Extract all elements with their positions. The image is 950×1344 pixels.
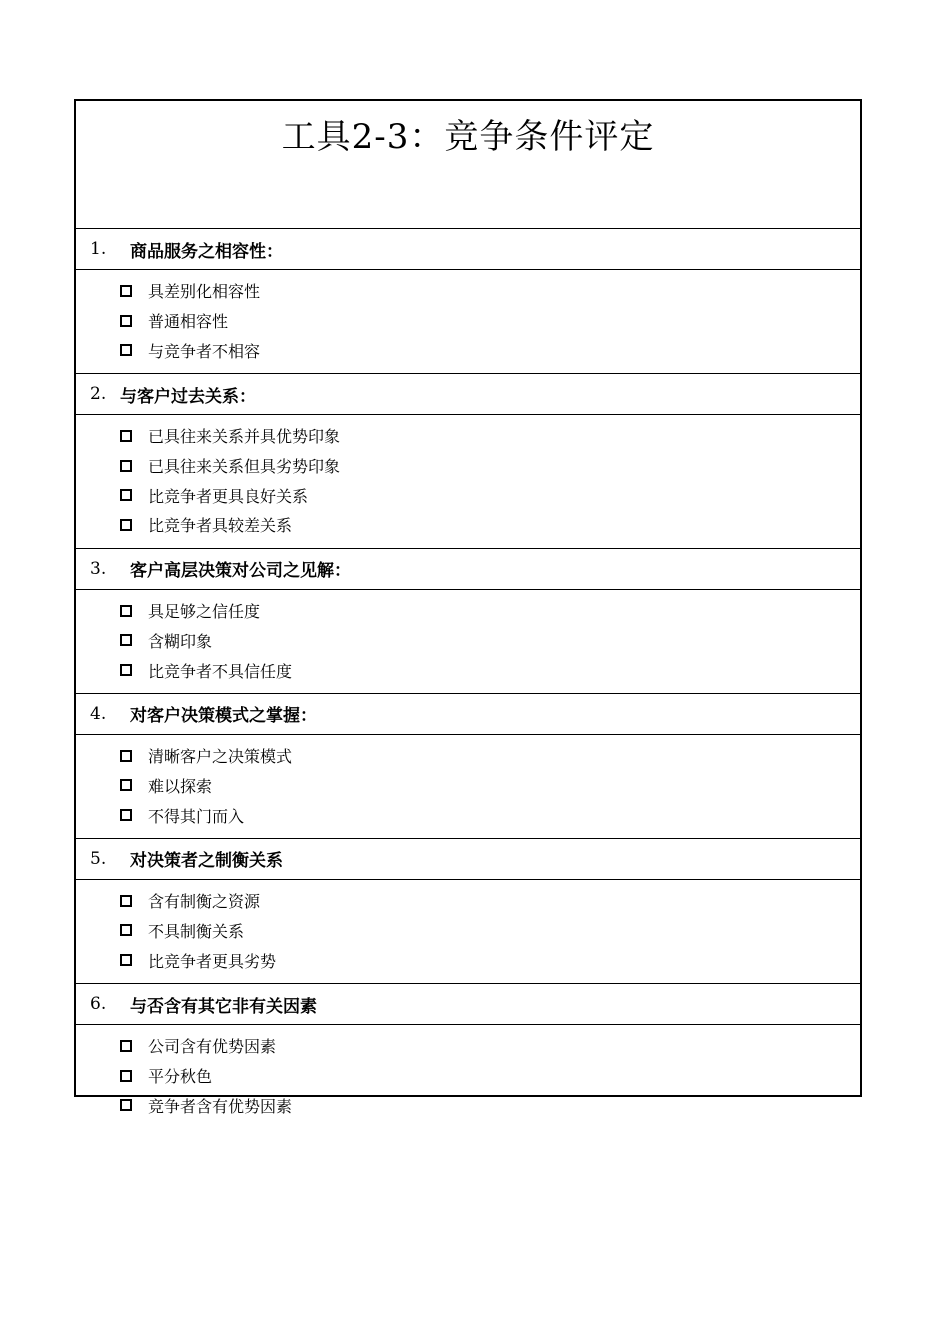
checkbox[interactable] <box>120 924 132 936</box>
section-heading: 客户高层决策对公司之见解： <box>130 561 351 582</box>
section-heading: 商品服务之相容性： <box>130 241 283 262</box>
checkbox[interactable] <box>120 954 132 966</box>
option-label: 含有制衡之资源 <box>148 892 261 912</box>
section-header-5 <box>76 839 860 880</box>
section-header-1 <box>76 229 860 270</box>
option-item <box>120 421 860 451</box>
option-label: 比竞争者更具劣势 <box>148 951 277 971</box>
checkbox[interactable] <box>120 664 132 676</box>
option-item <box>120 626 860 656</box>
option-label: 平分秋色 <box>148 1067 213 1087</box>
option-label: 含糊印象 <box>148 631 213 651</box>
option-label: 与竞争者不相容 <box>148 341 261 361</box>
checkbox[interactable] <box>120 430 132 442</box>
section-heading: 对决策者之制衡关系 <box>130 851 283 872</box>
section-options-3 <box>76 590 860 694</box>
option-item <box>120 886 860 916</box>
section-header-6 <box>76 984 860 1025</box>
form-title: 工具2-3：竞争条件评定 <box>281 117 655 157</box>
checkbox[interactable] <box>120 1070 132 1082</box>
checkbox[interactable] <box>120 1099 132 1111</box>
option-label: 具足够之信任度 <box>148 602 261 622</box>
checkbox[interactable] <box>120 809 132 821</box>
option-item <box>120 1031 860 1061</box>
option-item <box>120 335 860 365</box>
section-number: 3. <box>90 558 107 579</box>
section-number: 1. <box>90 239 107 259</box>
evaluation-form <box>74 99 862 1116</box>
checkbox[interactable] <box>120 519 132 531</box>
option-item <box>120 451 860 481</box>
checkbox[interactable] <box>120 750 132 762</box>
title-area <box>76 101 860 229</box>
checkbox[interactable] <box>120 285 132 297</box>
checkbox[interactable] <box>120 1040 132 1052</box>
option-label: 比竞争者更具良好关系 <box>148 486 309 506</box>
option-item <box>120 306 860 336</box>
section-options-2 <box>76 415 860 549</box>
section-heading: 与否含有其它非有关因素 <box>130 996 317 1017</box>
section-heading: 与客户过去关系： <box>120 386 256 407</box>
section-heading: 对客户决策模式之掌握： <box>130 706 317 727</box>
checkbox[interactable] <box>120 315 132 327</box>
option-label: 竞争者含有优势因素 <box>148 1096 293 1116</box>
option-item <box>120 510 860 540</box>
section-number: 4. <box>90 703 107 724</box>
checkbox[interactable] <box>120 634 132 646</box>
section-header-4 <box>76 694 860 735</box>
option-label: 已具往来关系但具劣势印象 <box>148 457 341 477</box>
option-item <box>120 276 860 306</box>
checkbox[interactable] <box>120 460 132 472</box>
option-label: 比竞争者不具信任度 <box>148 661 293 681</box>
option-label: 公司含有优势因素 <box>148 1037 277 1057</box>
section-number: 5. <box>90 848 107 869</box>
option-item <box>120 945 860 975</box>
section-number: 6. <box>90 994 107 1014</box>
option-item <box>120 916 860 946</box>
checkbox[interactable] <box>120 344 132 356</box>
checkbox[interactable] <box>120 489 132 501</box>
section-options-6 <box>76 1025 860 1128</box>
option-label: 普通相容性 <box>148 312 229 332</box>
option-label: 不具制衡关系 <box>148 921 245 941</box>
option-label: 清晰客户之决策模式 <box>148 747 293 767</box>
option-label: 不得其门而入 <box>148 806 245 826</box>
option-item <box>120 741 860 771</box>
checkbox[interactable] <box>120 605 132 617</box>
option-item <box>120 596 860 626</box>
section-header-2 <box>76 374 860 415</box>
section-options-1 <box>76 270 860 374</box>
option-label: 具差别化相容性 <box>148 282 261 302</box>
section-options-5 <box>76 880 860 984</box>
option-item <box>120 1061 860 1091</box>
checkbox[interactable] <box>120 779 132 791</box>
option-item <box>120 771 860 801</box>
checkbox[interactable] <box>120 895 132 907</box>
option-label: 已具往来关系并具优势印象 <box>148 427 341 447</box>
option-label: 比竞争者具较差关系 <box>148 516 293 536</box>
section-options-4 <box>76 735 860 839</box>
option-item <box>120 1090 860 1120</box>
option-item <box>120 480 860 510</box>
section-header-3 <box>76 549 860 590</box>
option-label: 难以探索 <box>148 776 213 796</box>
option-item <box>120 800 860 830</box>
section-number: 2. <box>90 384 107 405</box>
option-item <box>120 655 860 685</box>
